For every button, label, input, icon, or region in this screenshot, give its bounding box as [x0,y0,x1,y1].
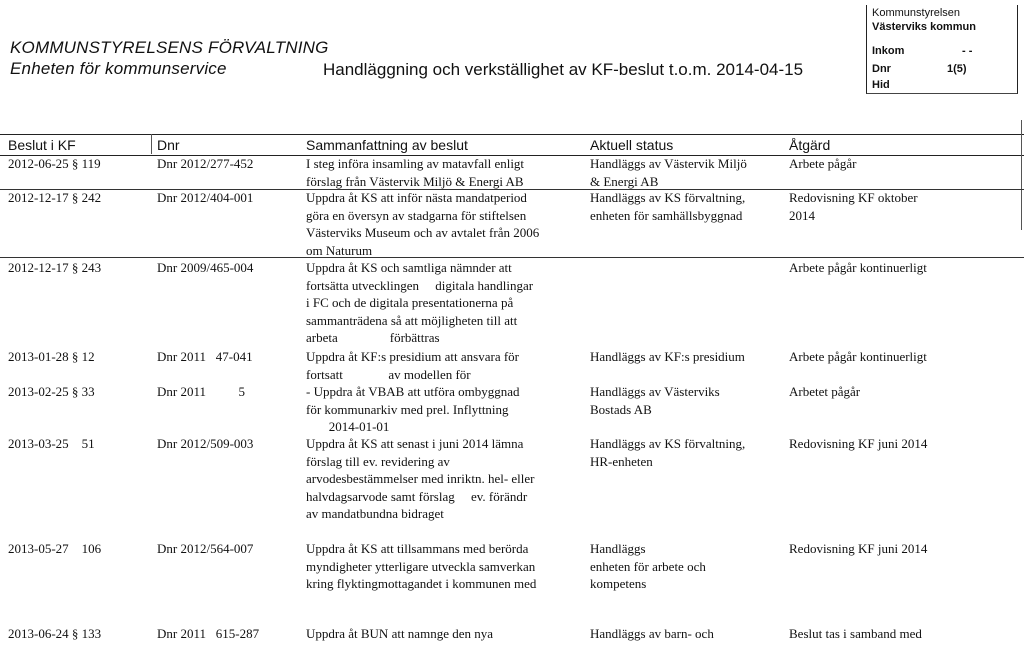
decision-summary-line: om Naturum [306,242,373,258]
diary-number-cell [157,189,253,207]
diary-number-cell [157,383,245,401]
header-sammanfattning: Sammanfattning av beslut [306,137,468,153]
current-status-line: Handläggs av KS förvaltning, [590,436,746,451]
current-status-line: Handläggs av Västervik Miljö [590,156,747,171]
table-row [0,155,1024,190]
decision-summary-line: arvodesbestämmelser med inriktn. hel- eller [306,471,535,486]
current-status-cell [590,435,745,470]
decision-summary-cell [306,435,535,523]
action-cell [789,348,927,366]
table-row [0,348,1024,383]
action-line: Arbete pågår kontinuerligt [789,260,927,275]
decision-date-cell [8,155,101,173]
decision-date-line: 2013-06-24 § 133 [8,626,102,641]
diary-number-line: Dnr 2012/509-003 [157,436,254,451]
current-status-line: Handläggs av Västerviks [590,384,720,399]
action-cell [789,625,922,643]
decision-date-line: 2013-05-27 106 [8,541,102,556]
decision-summary-line: myndigheter ytterligare utveckla samverkan [306,558,536,574]
decision-summary-cell [306,540,536,593]
table-row [0,540,1024,620]
diary-number-cell [157,155,253,173]
table-row [0,189,1024,258]
decision-summary-line: av mandatbundna bidraget [306,506,444,521]
decision-date-line: 2012-12-17 § 243 [8,260,102,275]
decision-date-line: 2013-01-28 § 12 [8,349,95,364]
table-row [0,435,1024,535]
registration-stamp [866,5,1018,94]
decision-summary-line: Västerviks Museum och av avtalet från 2006 [306,225,540,240]
decision-summary-line: fortsatt av modellen för [306,366,471,382]
action-line: Beslut tas i samband med [789,626,922,641]
decision-summary-line: Uppdra åt KS att senast i juni 2014 lämna [306,436,524,451]
current-status-cell [590,540,706,593]
action-line: Redovisning KF oktober [789,190,918,205]
decision-summary-line: Uppdra åt KS och samtliga nämnder att [306,260,512,275]
decision-summary-cell [306,155,524,190]
decision-summary-line: Uppdra åt KF:s presidium att ansvara för [306,349,520,364]
decision-date-line: 2012-12-17 § 242 [8,190,102,205]
decision-summary-line: fortsätta utvecklingen digitala handlingar [306,277,534,293]
action-cell [789,155,857,173]
table-row [0,383,1024,433]
current-status-line: Handläggs av KS förvaltning, [590,190,746,205]
diary-number-cell [157,435,253,453]
header-dnr: Dnr [157,137,180,153]
current-status-cell [590,348,745,366]
stamp-dnr-label: Dnr [872,63,891,75]
diary-number-line: Dnr 2012/564-007 [157,541,254,556]
stamp-dnr-value: 1(5) [947,63,967,75]
table-header [0,134,1024,156]
current-status-line: enheten för arbete och [590,558,706,574]
diary-number-line: Dnr 2012/404-001 [157,190,254,205]
decision-summary-line: i FC och de digitala presentationerna på [306,295,514,310]
stamp-municipality: Västerviks kommun [872,21,976,33]
decision-summary-cell [306,189,539,259]
decision-summary-line: Uppdra åt KS att tillsammans med berörda [306,541,529,556]
current-status-line: HR-enheten [590,453,653,469]
decision-date-line: 2013-03-25 51 [8,436,95,451]
action-line: Redovisning KF juni 2014 [789,436,928,451]
decision-summary-line: för kommunarkiv med prel. Inflyttning [306,401,509,417]
action-line: Arbete pågår kontinuerligt [789,349,927,364]
table-row [0,259,1024,346]
organization-block [10,37,329,79]
current-status-line: Handläggs av KF:s presidium [590,349,745,364]
action-cell [789,189,918,224]
decision-summary-line: arbeta förbättras [306,330,440,345]
column-divider [151,134,152,154]
decision-date-cell [8,625,101,643]
decision-summary-line: förslag från Västervik Miljö & Energi AB [306,173,524,189]
diary-number-cell [157,348,253,366]
decision-summary-line: kring flyktingmottagandet i kommunen med [306,576,537,591]
table-row [0,625,1024,645]
decision-date-line: 2013-02-25 § 33 [8,384,95,399]
decision-summary-line: halvdagsarvode samt förslag ev. förändr [306,488,528,504]
decision-summary-cell [306,625,493,643]
diary-number-cell [157,259,253,277]
stamp-hid-label: Hid [872,79,890,91]
action-line: Arbetet pågår [789,384,861,399]
action-cell [789,259,927,277]
header-beslut: Beslut i KF [8,137,76,153]
decision-summary-line: 2014-01-01 [306,419,390,434]
decision-summary-line: Uppdra åt BUN att namnge den nya [306,626,494,641]
diary-number-cell [157,625,259,643]
stamp-inkom-label: Inkom [872,45,905,57]
decision-date-line: 2012-06-25 § 119 [8,156,101,171]
decision-summary-line: förslag till ev. revidering av [306,453,450,469]
current-status-line: & Energi AB [590,173,659,189]
current-status-cell [590,189,745,224]
header-status: Aktuell status [590,137,674,153]
department-name: Enheten för kommunservice [10,59,227,78]
header-atgard: Åtgärd [789,137,831,153]
current-status-cell [590,383,720,418]
decision-summary-cell [306,259,533,347]
action-cell [789,435,927,453]
diary-number-line: Dnr 2012/277-452 [157,156,254,171]
decision-summary-line: göra en översyn av stadgarna för stiftelsen [306,207,527,223]
decision-summary-line: Uppdra åt KS att inför nästa mandatperiod [306,190,527,205]
current-status-line: Handläggs av barn- och [590,626,714,641]
document-title: Handläggning och verkställighet av KF-beslut t.o.m. 2014-04-15 [323,60,804,79]
decision-date-cell [8,348,95,366]
diary-number-line: Dnr 2011 5 [157,384,245,399]
diary-number-line: Dnr 2009/465-004 [157,260,254,275]
stamp-authority: Kommunstyrelsen [872,7,961,19]
decision-summary-line: I steg införa insamling av matavfall enligt [306,156,525,171]
action-cell [789,540,927,558]
current-status-cell [590,155,747,190]
current-status-line: enheten för samhällsbyggnad [590,207,743,223]
action-line: 2014 [789,207,815,223]
diary-number-line: Dnr 2011 615-287 [157,626,260,641]
decision-summary-cell [306,383,520,436]
current-status-line: Handläggs [590,541,646,556]
stamp-inkom-value: - - [962,45,973,57]
current-status-line: Bostads AB [590,401,652,417]
action-cell [789,383,860,401]
decision-summary-line: - Uppdra åt VBAB att utföra ombyggnad [306,384,520,399]
decision-summary-line: sammanträdena så att möjligheten till att [306,312,518,328]
decision-date-cell [8,259,101,277]
action-line: Arbete pågår [789,156,857,171]
diary-number-cell [157,540,253,558]
action-line: Redovisning KF juni 2014 [789,541,928,556]
current-status-cell [590,625,714,643]
organization-name: KOMMUNSTYRELSENS FÖRVALTNING [10,38,329,57]
decision-date-cell [8,189,101,207]
decision-date-cell [8,383,95,401]
decision-date-cell [8,435,95,453]
decision-summary-cell [306,348,519,383]
current-status-line: kompetens [590,576,647,591]
diary-number-line: Dnr 2011 47-041 [157,349,253,364]
decision-date-cell [8,540,101,558]
